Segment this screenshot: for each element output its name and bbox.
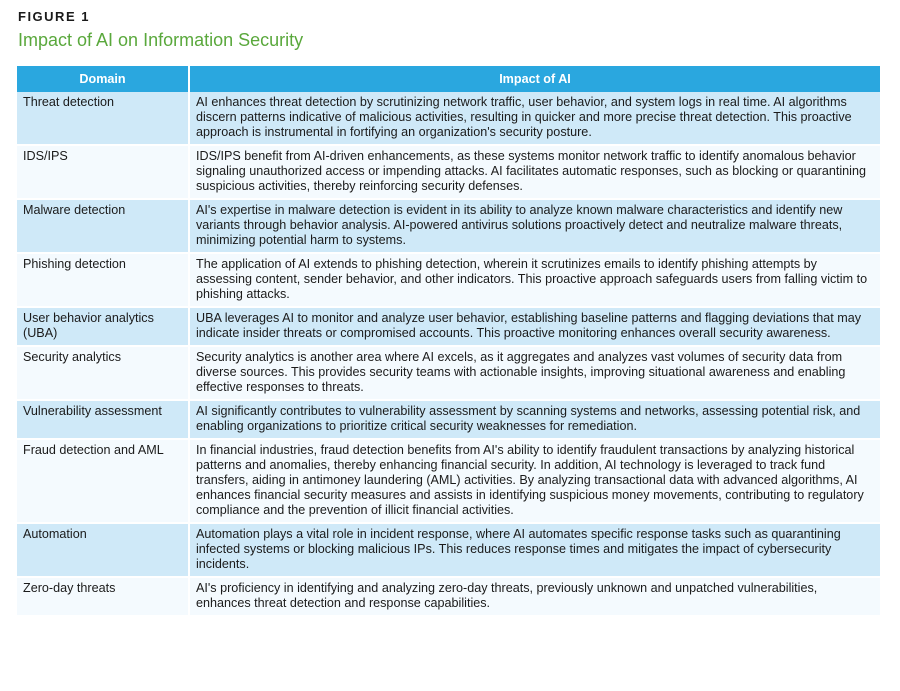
row-impact: UBA leverages AI to monitor and analyze user behavior, establishing baseline patterns and flagging deviations that may indicate insider threats or compromised accounts. This proactive monitoring enhances overall security awareness. — [189, 307, 880, 346]
table-row — [17, 346, 880, 400]
table-row — [17, 199, 880, 253]
row-impact: In financial industries, fraud detection benefits from AI's ability to identify fraudulent transactions by analyzing historical patterns and anomalies, thereby enhancing financial security. In addition, AI technology is leveraged to track fund transfers, aiding in antimoney laundering (AML) activities. By analyzing transactional data with advanced algorithms, AI enhances financial security measures and assists in identifying suspicious money movements, contributing to regulatory compliance and the prevention of illicit financial activities. — [189, 439, 880, 523]
row-impact: The application of AI extends to phishing detection, wherein it scrutinizes emails to identify phishing attempts by assessing content, sender behavior, and other indicators. This proactive approach safeguards users from falling victim to phishing attacks. — [189, 253, 880, 307]
row-domain: Vulnerability assessment — [17, 400, 189, 439]
row-domain: Threat detection — [17, 92, 189, 145]
row-domain: Malware detection — [17, 199, 189, 253]
table-row — [17, 92, 880, 145]
row-domain: Zero-day threats — [17, 577, 189, 616]
row-domain: User behavior analytics (UBA) — [17, 307, 189, 346]
figure-label: FIGURE 1 — [18, 9, 90, 24]
row-impact: AI's proficiency in identifying and analyzing zero-day threats, previously unknown and unpatched vulnerabilities, enhances threat detection and response capabilities. — [189, 577, 880, 616]
header-impact: Impact of AI — [189, 66, 880, 92]
row-domain: IDS/IPS — [17, 145, 189, 199]
row-domain: Fraud detection and AML — [17, 439, 189, 523]
row-domain: Automation — [17, 523, 189, 577]
table-row — [17, 307, 880, 346]
table-header-row — [17, 66, 880, 92]
header-domain: Domain — [17, 66, 189, 92]
row-impact: Automation plays a vital role in incident response, where AI automates specific response tasks such as quarantining infected systems or blocking malicious IPs. This reduces response times and mitigates the impact of cybersecurity incidents. — [189, 523, 880, 577]
table-row — [17, 253, 880, 307]
row-impact: Security analytics is another area where AI excels, as it aggregates and analyzes vast volumes of security data from diverse sources. This provides security teams with actionable insights, improving situational awareness and enabling effective responses to threats. — [189, 346, 880, 400]
row-impact: AI enhances threat detection by scrutinizing network traffic, user behavior, and system logs in real time. AI algorithms discern patterns indicative of malicious activities, resulting in quicker and more precise threat detection. This proactive approach is instrumental in fortifying an organization's security posture. — [189, 92, 880, 145]
row-impact: IDS/IPS benefit from AI-driven enhancements, as these systems monitor network traffic to identify anomalous behavior signaling unauthorized access or impending attacks. AI facilitates automatic responses, such as blocking or quarantining suspicious activities, thereby reinforcing security defenses. — [189, 145, 880, 199]
table-row — [17, 145, 880, 199]
table-row — [17, 400, 880, 439]
row-impact: AI's expertise in malware detection is evident in its ability to analyze known malware characteristics and identify new variants through behavior analysis. AI-powered antivirus solutions proactively detect and neutralize malware threats, minimizing potential harm to systems. — [189, 199, 880, 253]
table-row — [17, 439, 880, 523]
figure-title: Impact of AI on Information Security — [18, 30, 304, 50]
row-domain: Phishing detection — [17, 253, 189, 307]
table-row — [17, 577, 880, 616]
row-impact: AI significantly contributes to vulnerability assessment by scanning systems and networks, assessing potential risk, and enabling organizations to prioritize critical security weaknesses for remediation. — [189, 400, 880, 439]
table-row — [17, 523, 880, 577]
impact-table — [17, 66, 880, 617]
row-domain: Security analytics — [17, 346, 189, 400]
